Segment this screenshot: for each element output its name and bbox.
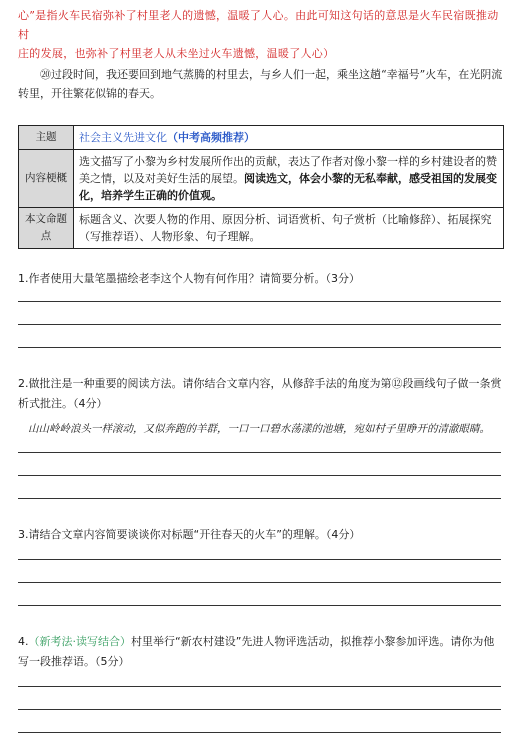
- underlined-sentence-quote: 山山岭岭浪头一样滚动，又似奔跑的羊群，一口一口碧水荡漾的池塘，宛如村子里睁开的清澈眼睛。: [28, 423, 490, 435]
- theme-text: 社会主义先进文化: [79, 131, 167, 144]
- answer-line[interactable]: [18, 301, 501, 302]
- question-2: 2.做批注是一种重要的阅读方法。请你结合文章内容，从修辞手法的角度为第⑫段画线句子做一条赏析式批注。（4分）: [18, 377, 502, 410]
- answer-line[interactable]: [18, 709, 501, 710]
- answer-line-2: 庄的发展，也弥补了村里老人从未坐过火车遗憾，温暖了人心）: [18, 47, 335, 60]
- answer-line[interactable]: [18, 582, 501, 583]
- theme-label: 主题: [19, 126, 74, 150]
- previous-answer-tail: [18, 6, 505, 63]
- question-1: 1.作者使用大量笔墨描绘老李这个人物有何作用？请简要分析。（3分）: [18, 272, 360, 285]
- summary-label: 内容梗概: [19, 150, 74, 208]
- question-4-tag: （新考法·读写结合）: [28, 635, 131, 648]
- question-3: 3.请结合文章内容简要谈谈你对标题“开往春天的火车”的理解。（4分）: [18, 528, 361, 541]
- summary-bold: 阅读选文，体会小黎的无私奉献，感受祖国的发展变化，培养学生正确的价值观。: [79, 172, 497, 202]
- points-text: 标题含义、次要人物的作用、原因分析、词语赏析、句子赏析（比喻修辞）、拓展探究（写推荐语）、人物形象、句子理解。: [74, 208, 504, 249]
- info-table: [18, 125, 504, 249]
- question-4-number: 4.: [18, 635, 29, 648]
- question-4-text: 村里举行“新农村建设”先进人物评选活动，拟推荐小黎参加评选。请你为他写一段推荐语。（5分）: [18, 635, 495, 668]
- answer-line[interactable]: [18, 452, 501, 453]
- summary-cell: [74, 150, 504, 208]
- question-4: [18, 632, 505, 672]
- answer-line-1: 心”是指火车民宿弥补了村里老人的遗憾，温暖了人心。由此可知这句话的意思是火车民宿既推动村: [18, 9, 499, 41]
- summary-plain: 选文描写了小黎为乡村发展所作出的贡献，表达了作者对像小黎一样的乡村建设者的赞美之情，以及对美好生活的展望。: [79, 155, 497, 185]
- answer-line[interactable]: [18, 686, 501, 687]
- theme-row: [19, 126, 504, 150]
- theme-tag: （中考高频推荐）: [167, 131, 255, 144]
- answer-line[interactable]: [18, 475, 501, 476]
- points-row: [19, 208, 504, 249]
- paragraph-20: ⑳过段时间，我还要回到地气蒸腾的村里去，与乡人们一起，乘坐这趟“幸福号”火车，在光阴流转里，开往繁花似锦的春天。: [18, 68, 503, 100]
- theme-cell: [74, 126, 504, 150]
- points-label: 本文命题点: [19, 208, 74, 249]
- answer-line[interactable]: [18, 324, 501, 325]
- answer-line[interactable]: [18, 559, 501, 560]
- summary-row: [19, 150, 504, 208]
